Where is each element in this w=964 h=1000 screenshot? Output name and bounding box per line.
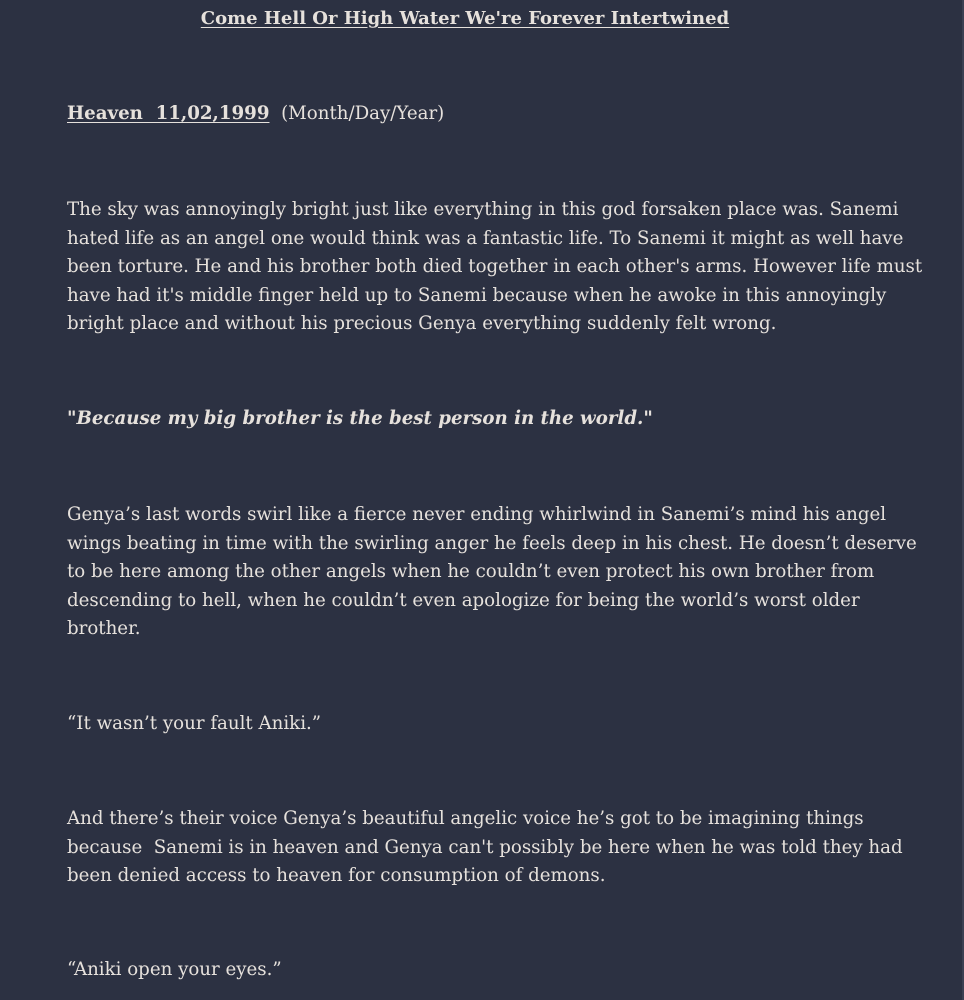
paragraph-line: wings beating in time with the swirling anger he feels deep in his chest. He doesn’t deserve (67, 532, 917, 554)
story-dateline (67, 100, 897, 129)
dateline-format: (Month/Day/Year) (281, 103, 445, 124)
paragraph-line: been denied access to heaven for consumption of demons. (67, 865, 606, 887)
story-paragraph-1 (67, 196, 923, 339)
paragraph-line: descending to hell, when he couldn’t even apologize for being the world’s worst older (67, 589, 860, 611)
story-paragraph-3 (67, 805, 903, 891)
story-quote-fault (67, 710, 897, 739)
story-quote-genya (67, 405, 897, 434)
dateline-date: Heaven 11,02,1999 (67, 103, 270, 124)
paragraph-line: brother. (67, 618, 141, 640)
paragraph-line: “It wasn’t your fault Aniki.” (67, 713, 322, 734)
story-title: Come Hell Or High Water We're Forever Intertwined (200, 8, 730, 29)
story-quote-eyes (67, 956, 897, 985)
paragraph-line: The sky was annoyingly bright just like everything in this god forsaken place was. Sanemi (67, 199, 899, 220)
paragraph-line: been torture. He and his brother both died together in each other's arms. However life must (67, 256, 923, 278)
paragraph-line: have had it's middle finger held up to Sanemi because when he awoke in this annoyingly (67, 284, 887, 306)
paragraph-line: to be here among the other angels when he couldn’t even protect his own brother from (67, 561, 875, 583)
paragraph-line: Genya’s last words swirl like a fierce never ending whirlwind in Sanemi’s mind his angel (67, 504, 887, 525)
paragraph-line: "Because my big brother is the best person in the world." (67, 408, 653, 429)
paragraph-line: because Sanemi is in heaven and Genya can't possibly be here when he was told they had (67, 836, 903, 858)
paragraph-line: hated life as an angel one would think was a fantastic life. To Sanemi it might as well have (67, 227, 904, 249)
story-paragraph-2 (67, 501, 917, 644)
paragraph-line: And there’s their voice Genya’s beautiful angelic voice he’s got to be imagining things (67, 808, 864, 829)
paragraph-line: bright place and without his precious Genya everything suddenly felt wrong. (67, 313, 777, 335)
paragraph-line: “Aniki open your eyes.” (67, 959, 282, 980)
